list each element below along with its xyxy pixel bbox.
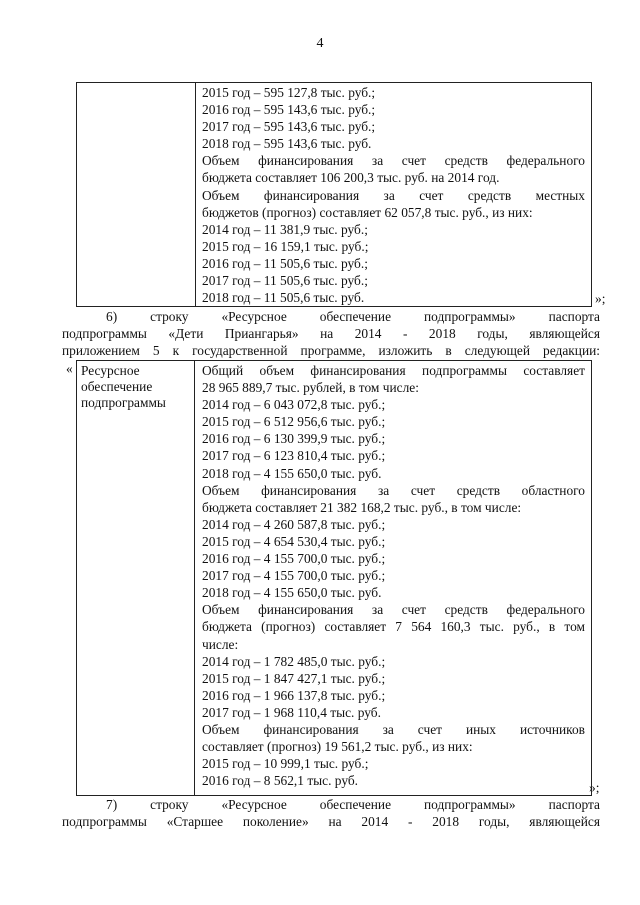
funding-line: 2018 год – 11 505,6 тыс. руб. bbox=[202, 290, 365, 306]
table-value-cell bbox=[202, 84, 585, 306]
funding-line: 2015 год – 16 159,1 тыс. руб.; bbox=[202, 238, 369, 254]
closing-quote: »; bbox=[595, 291, 606, 306]
funding-line: бюджета составляет 106 200,3 тыс. руб. на 2014 год. bbox=[202, 170, 500, 186]
funding-line: 2014 год – 11 381,9 тыс. руб.; bbox=[202, 221, 368, 237]
funding-line: Общий объем финансирования подпрограммы составляет bbox=[202, 363, 585, 378]
opening-quote: « bbox=[66, 361, 73, 376]
closing-quote: »; bbox=[589, 780, 600, 795]
funding-line: 2018 год – 4 155 650,0 тыс. руб. bbox=[202, 465, 382, 481]
paragraph-line: 6) строку «Ресурсное обеспечение подпрограммы» паспорта bbox=[106, 309, 600, 324]
paragraph-line: 7) строку «Ресурсное обеспечение подпрограммы» паспорта bbox=[106, 797, 600, 812]
funding-line: составляет (прогноз) 19 561,2 тыс. руб., из них: bbox=[202, 739, 473, 755]
label-line: подпрограммы bbox=[81, 395, 166, 410]
funding-line: Объем финансирования за счет иных источников bbox=[202, 721, 585, 737]
funding-line: Объем финансирования за счет средств федерального bbox=[202, 602, 585, 618]
funding-line: числе: bbox=[202, 636, 239, 652]
paragraph-6 bbox=[62, 308, 600, 359]
funding-line: 28 965 889,7 тыс. рублей, в том числе: bbox=[202, 380, 419, 396]
funding-line: 2016 год – 8 562,1 тыс. руб. bbox=[202, 773, 359, 789]
funding-line: Объем финансирования за счет средств федерального bbox=[202, 153, 585, 169]
funding-line: 2015 год – 10 999,1 тыс. руб.; bbox=[202, 756, 369, 772]
paragraph-line: подпрограммы «Дети Приангарья» на 2014 - 2018 годы, являющейся bbox=[62, 326, 600, 342]
funding-line: 2014 год – 1 782 485,0 тыс. руб.; bbox=[202, 653, 386, 669]
funding-line: бюджетов (прогноз) составляет 62 057,8 тыс. руб., из них: bbox=[202, 204, 533, 220]
page-number: 4 bbox=[316, 36, 324, 51]
paragraph-line: приложением 5 к государственной программе, изложить в следующей редакции: bbox=[62, 343, 600, 359]
funding-line: 2015 год – 595 127,8 тыс. руб.; bbox=[202, 85, 376, 100]
funding-line: Объем финансирования за счет средств областного bbox=[202, 482, 585, 498]
funding-line: 2018 год – 4 155 650,0 тыс. руб. bbox=[202, 585, 382, 601]
funding-line: 2018 год – 595 143,6 тыс. руб. bbox=[202, 136, 372, 152]
funding-line: 2016 год – 6 130 399,9 тыс. руб.; bbox=[202, 431, 386, 447]
table-label-cell bbox=[77, 83, 196, 306]
resource-table-continued bbox=[76, 82, 592, 307]
funding-line: 2014 год – 4 260 587,8 тыс. руб.; bbox=[202, 516, 386, 532]
funding-line: 2017 год – 11 505,6 тыс. руб.; bbox=[202, 273, 368, 289]
table-label-cell bbox=[77, 361, 195, 795]
funding-line: бюджета (прогноз) составляет 7 564 160,3 тыс. руб., в том bbox=[202, 619, 585, 635]
funding-line: 2016 год – 11 505,6 тыс. руб.; bbox=[202, 255, 368, 271]
funding-line: 2015 год – 4 654 530,4 тыс. руб.; bbox=[202, 533, 386, 549]
label-line: обеспечение bbox=[81, 379, 153, 394]
funding-line: 2017 год – 4 155 700,0 тыс. руб.; bbox=[202, 568, 386, 584]
funding-line: 2014 год – 6 043 072,8 тыс. руб.; bbox=[202, 397, 386, 413]
funding-line: 2015 год – 1 847 427,1 тыс. руб.; bbox=[202, 670, 386, 686]
resource-table bbox=[76, 360, 592, 796]
funding-line: 2016 год – 1 966 137,8 тыс. руб.; bbox=[202, 687, 386, 703]
funding-line: 2016 год – 4 155 700,0 тыс. руб.; bbox=[202, 551, 386, 567]
table-value-cell bbox=[202, 362, 585, 789]
paragraph-7 bbox=[62, 796, 600, 830]
label-line: Ресурсное bbox=[81, 363, 140, 378]
paragraph-line: подпрограммы «Старшее поколение» на 2014 - 2018 годы, являющейся bbox=[62, 814, 600, 830]
funding-line: 2017 год – 6 123 810,4 тыс. руб.; bbox=[202, 448, 386, 464]
funding-line: бюджета составляет 21 382 168,2 тыс. руб., в том числе: bbox=[202, 499, 522, 515]
funding-line: 2016 год – 595 143,6 тыс. руб.; bbox=[202, 102, 376, 118]
funding-line: 2017 год – 595 143,6 тыс. руб.; bbox=[202, 119, 376, 135]
funding-line: 2017 год – 1 968 110,4 тыс. руб. bbox=[202, 704, 381, 720]
funding-line: 2015 год – 6 512 956,6 тыс. руб.; bbox=[202, 414, 386, 430]
funding-line: Объем финансирования за счет средств местных bbox=[202, 187, 585, 203]
